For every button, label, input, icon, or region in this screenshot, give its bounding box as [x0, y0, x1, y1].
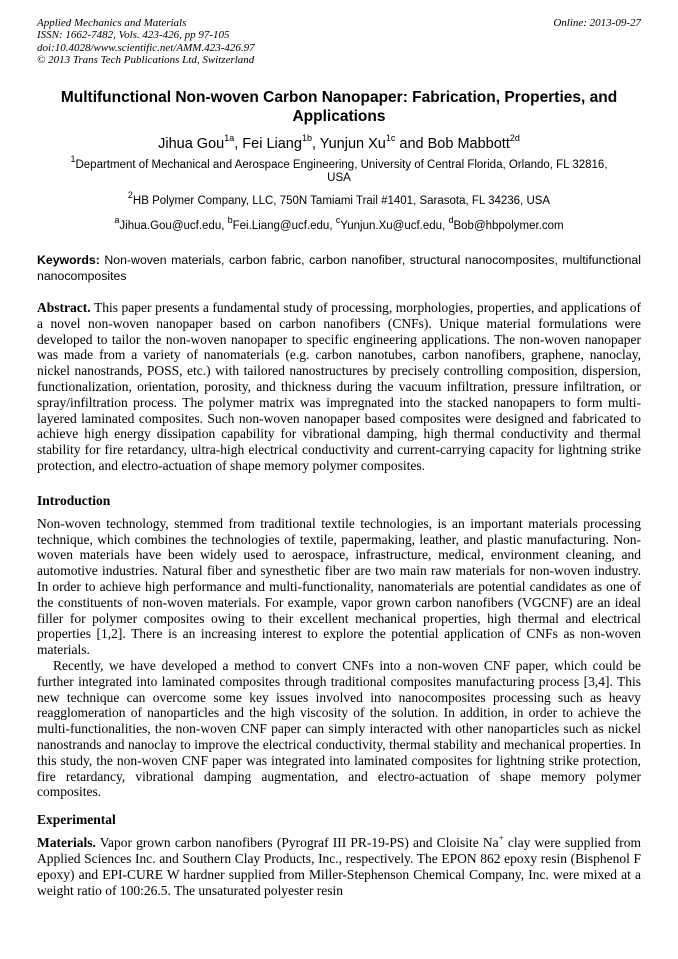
introduction-paragraph-2: Recently, we have developed a method to convert CNFs into a non-woven CNF paper, which could be further integrated into laminated composites through traditional composites manufacturing process [3,4]. This new technique can overcome some key issues involved into nanocomposites processing such as heavy reagglomeration of nanoparticles and the high viscosity of the solution. In addition, in order to achieve the multi-functionalities, the non-woven CNF paper can simply interacted with other nanoparticles such as nickel nanostrands and nanoclay to improve the electrical conductivity, thermal stability and mechanical properties. In this study, the non-woven CNF paper was integrated into laminated composites for lightning strike protection, fire retardancy, vibrational damping augmentation, and electro-actuation of shape memory polymer composites.: [37, 657, 641, 800]
online-date: Online: 2013-09-27: [553, 17, 641, 29]
paper-title: Multifunctional Non-woven Carbon Nanopaper: Fabrication, Properties, and Applications: [60, 88, 618, 126]
email-address: Bob@hbpolymer.com: [453, 220, 564, 233]
keywords-text: Non-woven materials, carbon fabric, carbon nanofiber, structural nanocomposites, multifunctional nanocomposites: [37, 253, 641, 283]
author-name: Fei Liang: [242, 135, 302, 152]
email-superscript: d: [448, 215, 454, 226]
email-address: Jihua.Gou@ucf.edu: [119, 220, 222, 233]
introduction-paragraph-1: Non-woven technology, stemmed from traditional textile technologies, is an important materials processing technique, which combines the technologies of textile, papermaking, leather, and plastic manufacturing. Non-woven materials have been widely used to aerospace, infrastructure, medical, environment cleaning, and automotive industries. Natural fiber and synesthetic fiber are two main raw materials for non-woven industry. In order to achieve high performance and multi-functionality, nanomaterials are potential candidates as one of the constituents of non-woven materials. For example, vapor grown carbon nanofibers (VGCNF) are an ideal filler for polymer composites owing to their excellent mechanical properties, high thermal and electrical properties [1,2]. There is an increasing interest to explore the potential application of CNFs as non-woven materials.: [37, 515, 641, 658]
author-name: Jihua Gou: [158, 135, 225, 152]
email-address: Yunjun.Xu@ucf.edu: [340, 220, 443, 233]
affiliation-text: Department of Mechanical and Aerospace Engineering, University of Central Florida, Orlando, FL 32816, USA: [75, 158, 608, 185]
materials-text-post: clay were supplied from Applied Sciences Inc. and Southern Clay Products, Inc., respectively. The EPON 862 epoxy resin (Bisphenol F epoxy) and EPI-CURE W hardner supplied from Miller-Stephenson Chemical Company, Inc. were mixed at a weight ratio of 100:26.5. The unsaturated polyester resin: [37, 835, 641, 898]
materials-label: Materials.: [37, 835, 96, 851]
author-superscript: 1a: [224, 132, 235, 143]
abstract-label: Abstract.: [37, 300, 91, 316]
materials-paragraph: [37, 832, 641, 898]
section-heading-experimental: Experimental: [37, 812, 116, 828]
email-separator: ,: [329, 220, 336, 233]
author-separator: ,: [234, 135, 243, 152]
email-superscript: c: [335, 215, 341, 226]
section-heading-introduction: Introduction: [37, 492, 111, 508]
affiliation-text: HB Polymer Company, LLC, 750N Tamiami Trail #1401, Sarasota, FL 34236, USA: [132, 195, 551, 208]
journal-name: Applied Mechanics and Materials: [37, 17, 187, 29]
journal-header-left: [37, 17, 255, 67]
affiliation-2: [37, 190, 641, 209]
authors-line: [37, 132, 641, 153]
journal-header: [37, 17, 641, 67]
author-superscript: 1b: [301, 132, 312, 143]
email-superscript: a: [114, 215, 120, 226]
keywords-label: Keywords:: [37, 253, 100, 268]
author-superscript: 1c: [385, 132, 396, 143]
email-separator: ,: [442, 220, 449, 233]
materials-text-pre: Vapor grown carbon nanofibers (Pyrograf III PR-19-PS) and Cloisite Na: [95, 835, 499, 851]
author-separator: and: [395, 135, 428, 152]
email-separator: ,: [221, 220, 228, 233]
abstract-text: This paper presents a fundamental study of processing, morphologies, properties, and applications of a novel non-woven nanopaper based on carbon nanofibers (CNFs). Unique material formulations were developed to tailor the non-woven nanopaper to specific engineering applications. The non-woven nanopaper was made from a variety of nanomaterials (e.g. carbon nanotubes, carbon nanofibers, graphene, nanoclay, nickel nanostrands, POSS, etc.) with tailored nanostructures by precisely controlling composition, dispersion, functionalization, orientation, porosity, and thickness during the vacuum infiltration, pressure infiltration, or spray/infiltration process. The polymer matrix was impregnated into the stacked nanopapers to form multi-layered laminated composites. Such non-woven nanopaper based composites were designed and fabricated to achieve high energy dissipation capability for vibrational damping, high thermal conductivity and thermal stability for fire retardancy, ultra-high electrical conductivity and current-carrying capacity for lightning strike protection, and electro-actuation of shape memory polymer composites.: [37, 300, 641, 473]
author-name: Bob Mabbott: [427, 135, 510, 152]
author-name: Yunjun Xu: [319, 135, 386, 152]
affiliation-superscript: 2: [127, 190, 133, 201]
author-emails-line: [37, 215, 641, 233]
affiliation-superscript: 1: [70, 153, 76, 164]
author-superscript: 2d: [509, 132, 520, 143]
author-separator: ,: [311, 135, 320, 152]
issn-line: ISSN: 1662-7482, Vols. 423-426, pp 97-105: [37, 29, 230, 42]
na-plus-superscript: +: [498, 832, 504, 843]
affiliation-1: [67, 153, 612, 187]
doi-line: doi:10.4028/www.scientific.net/AMM.423-426.97: [37, 41, 255, 54]
email-superscript: b: [227, 215, 233, 226]
email-address: Fei.Liang@ucf.edu: [232, 220, 330, 233]
keywords-block: [37, 253, 641, 284]
abstract-block: [37, 300, 641, 474]
copyright-line: © 2013 Trans Tech Publications Ltd, Switzerland: [37, 54, 255, 67]
